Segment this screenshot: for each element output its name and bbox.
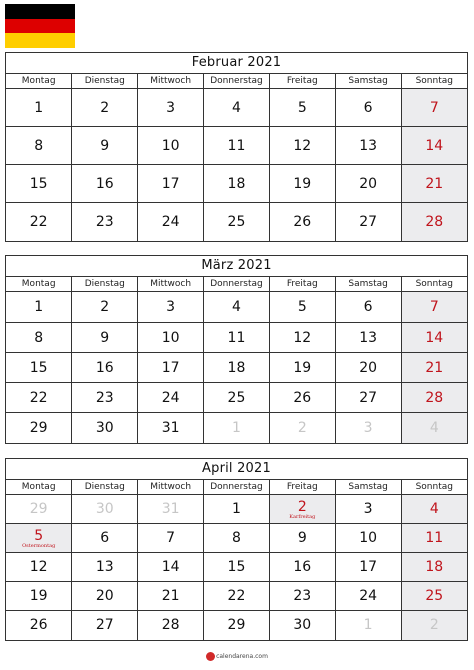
week-row: [6, 524, 467, 553]
day-cell: [138, 582, 204, 611]
day-cell: [401, 89, 467, 127]
day-number: 1: [34, 299, 44, 315]
day-cell: [138, 353, 204, 383]
day-cell: [269, 611, 335, 640]
day-cell: [401, 127, 467, 165]
week-row: [6, 611, 467, 640]
day-cell: [138, 165, 204, 203]
day-cell: [204, 353, 270, 383]
day-number: 22: [29, 213, 48, 230]
day-number: 13: [359, 329, 378, 346]
calendar-april: [5, 458, 468, 641]
day-cell: [401, 292, 467, 323]
day-cell: [72, 323, 138, 353]
weekday-header: Freitag: [269, 480, 335, 495]
day-cell: [401, 553, 467, 582]
day-cell: [335, 89, 401, 127]
holiday-label: Ostermontag: [22, 542, 56, 549]
day-number: 10: [161, 329, 180, 346]
day-number: 6: [363, 99, 373, 116]
day-cell: [72, 292, 138, 323]
weekday-header: Dienstag: [72, 74, 138, 89]
day-number: 12: [29, 559, 48, 575]
day-cell: [204, 553, 270, 582]
day-number: 2: [100, 299, 110, 315]
day-number: 28: [161, 617, 180, 634]
day-number: 24: [359, 588, 378, 604]
day-number: 30: [95, 501, 114, 517]
month-grid: [6, 480, 467, 640]
day-cell: [138, 127, 204, 165]
day-cell: [401, 383, 467, 413]
day-number: 15: [29, 359, 48, 376]
day-cell: [72, 383, 138, 413]
day-cell: [401, 165, 467, 203]
week-row: [6, 89, 467, 127]
day-number: 8: [231, 530, 241, 546]
day-number: 19: [293, 175, 312, 192]
day-cell: [335, 323, 401, 353]
weekday-header: Samstag: [335, 277, 401, 292]
day-cell: [335, 413, 401, 443]
day-number: 8: [34, 137, 44, 154]
footer-text: calendarena.com: [216, 653, 268, 660]
day-number: 14: [425, 137, 444, 154]
day-cell: [335, 203, 401, 241]
day-number: 21: [161, 588, 180, 604]
weekday-header: Mittwoch: [138, 480, 204, 495]
day-number: 3: [363, 501, 373, 517]
weekday-header: Mittwoch: [138, 277, 204, 292]
day-number: 2: [429, 617, 439, 634]
day-number: 9: [297, 530, 307, 546]
day-number: 5: [34, 527, 44, 544]
day-number: 9: [100, 329, 110, 346]
day-cell: [204, 292, 270, 323]
weekday-header: Sonntag: [401, 74, 467, 89]
day-cell: [335, 292, 401, 323]
weekday-header: Donnerstag: [204, 480, 270, 495]
day-cell: [6, 165, 72, 203]
day-cell: [138, 292, 204, 323]
day-cell: [335, 582, 401, 611]
day-cell: [269, 524, 335, 553]
week-row: [6, 413, 467, 443]
day-cell: [269, 165, 335, 203]
day-cell: [204, 127, 270, 165]
day-cell: [6, 553, 72, 582]
weekday-header: Freitag: [269, 277, 335, 292]
day-cell: [401, 582, 467, 611]
weekday-header: Montag: [6, 480, 72, 495]
day-number: 17: [359, 559, 378, 575]
week-row: [6, 353, 467, 383]
day-cell: [204, 383, 270, 413]
calendar-february: [5, 52, 468, 242]
day-cell: [6, 413, 72, 443]
day-number: 30: [293, 617, 312, 634]
day-number: 7: [429, 299, 439, 315]
weekday-header: Montag: [6, 277, 72, 292]
day-number: 27: [359, 213, 378, 230]
day-number: 25: [227, 213, 246, 230]
month-title: März 2021: [6, 256, 467, 277]
day-number: 28: [425, 213, 444, 230]
day-cell: [6, 582, 72, 611]
day-cell: [72, 582, 138, 611]
day-cell: [138, 611, 204, 640]
day-cell: [72, 127, 138, 165]
day-cell: [269, 127, 335, 165]
day-cell: [138, 323, 204, 353]
day-cell: [72, 89, 138, 127]
day-cell: [204, 611, 270, 640]
day-number: 5: [297, 299, 307, 315]
week-row: [6, 495, 467, 524]
day-number: 14: [425, 329, 444, 346]
day-number: 10: [359, 530, 378, 546]
week-row: [6, 292, 467, 323]
day-cell: [6, 89, 72, 127]
day-cell: [204, 495, 270, 524]
day-number: 2: [100, 99, 110, 116]
day-number: 1: [231, 419, 241, 436]
day-cell: [269, 203, 335, 241]
day-cell: [138, 413, 204, 443]
day-number: 3: [166, 299, 176, 315]
weekday-header: Mittwoch: [138, 74, 204, 89]
day-number: 27: [359, 389, 378, 406]
day-number: 19: [29, 588, 48, 604]
day-cell: [335, 495, 401, 524]
month-grid: [6, 277, 467, 443]
weekday-header: Donnerstag: [204, 74, 270, 89]
day-number: 26: [293, 213, 312, 230]
day-number: 16: [95, 359, 114, 376]
day-number: 13: [359, 137, 378, 154]
weekday-header: Sonntag: [401, 480, 467, 495]
day-number: 28: [425, 389, 444, 406]
day-cell: [72, 611, 138, 640]
weekday-header: Freitag: [269, 74, 335, 89]
day-number: 31: [161, 501, 180, 517]
day-cell: [401, 611, 467, 640]
day-cell: [269, 292, 335, 323]
day-number: 11: [227, 329, 246, 346]
day-number: 10: [161, 137, 180, 154]
day-number: 13: [95, 559, 114, 575]
day-cell: [72, 495, 138, 524]
day-cell: [6, 292, 72, 323]
calendarena-logo-icon: [206, 652, 215, 661]
day-cell: [138, 203, 204, 241]
day-number: 3: [166, 99, 176, 116]
day-number: 18: [425, 559, 444, 575]
day-number: 17: [161, 175, 180, 192]
day-cell: [204, 524, 270, 553]
day-number: 23: [293, 588, 312, 604]
day-cell: [269, 553, 335, 582]
day-cell: [401, 323, 467, 353]
day-number: 30: [95, 419, 114, 436]
day-cell: [72, 353, 138, 383]
day-number: 12: [293, 137, 312, 154]
day-number: 11: [425, 530, 444, 546]
day-cell: [6, 203, 72, 241]
day-number: 4: [429, 419, 439, 436]
weekday-header: Donnerstag: [204, 277, 270, 292]
day-number: 25: [425, 588, 444, 604]
day-cell: [204, 413, 270, 443]
day-cell: [335, 524, 401, 553]
day-number: 15: [227, 559, 246, 575]
flag-stripe-gold: [5, 33, 75, 48]
day-number: 26: [293, 389, 312, 406]
day-cell: [269, 582, 335, 611]
day-cell: [401, 413, 467, 443]
day-number: 8: [34, 329, 44, 346]
weekday-header: Dienstag: [72, 480, 138, 495]
day-number: 6: [100, 530, 110, 546]
day-cell: [72, 203, 138, 241]
day-number: 1: [34, 99, 44, 116]
day-number: 23: [95, 389, 114, 406]
month-grid: [6, 74, 467, 241]
day-number: 26: [29, 617, 48, 634]
day-number: 6: [363, 299, 373, 315]
day-number: 24: [161, 389, 180, 406]
day-number: 19: [293, 359, 312, 376]
day-cell: [138, 89, 204, 127]
day-cell: [204, 89, 270, 127]
week-row: [6, 582, 467, 611]
flag-stripe-black: [5, 4, 75, 19]
day-cell: [335, 383, 401, 413]
day-cell: [335, 127, 401, 165]
week-row: [6, 165, 467, 203]
day-number: 16: [95, 175, 114, 192]
day-cell: [6, 323, 72, 353]
day-cell: [138, 524, 204, 553]
day-number: 7: [429, 99, 439, 116]
day-cell: [401, 524, 467, 553]
day-cell: [138, 553, 204, 582]
day-number: 3: [363, 419, 373, 436]
day-cell: [6, 353, 72, 383]
day-number: 25: [227, 389, 246, 406]
week-row: [6, 553, 467, 582]
day-number: 24: [161, 213, 180, 230]
day-number: 1: [363, 617, 373, 634]
day-number: 20: [359, 175, 378, 192]
day-number: 15: [29, 175, 48, 192]
day-cell: [72, 553, 138, 582]
germany-flag: [5, 4, 75, 48]
weekday-header: Samstag: [335, 74, 401, 89]
week-row: [6, 383, 467, 413]
day-cell: [6, 524, 72, 553]
day-number: 2: [297, 498, 307, 515]
day-number: 9: [100, 137, 110, 154]
day-cell: [401, 203, 467, 241]
footer-brand: [0, 652, 474, 661]
day-cell: [72, 413, 138, 443]
day-number: 5: [297, 99, 307, 116]
day-number: 20: [359, 359, 378, 376]
day-cell: [138, 495, 204, 524]
holiday-label: Karfreitag: [289, 513, 316, 520]
week-row: [6, 127, 467, 165]
day-number: 21: [425, 175, 444, 192]
day-cell: [269, 89, 335, 127]
day-number: 29: [29, 419, 48, 436]
day-cell: [269, 353, 335, 383]
day-cell: [401, 495, 467, 524]
day-cell: [6, 495, 72, 524]
day-cell: [72, 165, 138, 203]
day-cell: [6, 611, 72, 640]
day-number: 12: [293, 329, 312, 346]
weekday-header: Montag: [6, 74, 72, 89]
week-row: [6, 203, 467, 241]
flag-stripe-red: [5, 19, 75, 34]
calendar-march: [5, 255, 468, 444]
day-cell: [204, 203, 270, 241]
day-number: 14: [161, 559, 180, 575]
day-cell: [335, 165, 401, 203]
day-cell: [6, 383, 72, 413]
day-number: 20: [95, 588, 114, 604]
day-number: 18: [227, 175, 246, 192]
day-number: 1: [231, 501, 241, 517]
day-number: 4: [231, 299, 241, 315]
day-cell: [269, 495, 335, 524]
day-number: 4: [231, 99, 241, 116]
day-number: 23: [95, 213, 114, 230]
day-number: 31: [161, 419, 180, 436]
day-cell: [269, 323, 335, 353]
day-cell: [204, 165, 270, 203]
day-number: 22: [227, 588, 246, 604]
month-title: Februar 2021: [6, 53, 467, 74]
day-number: 22: [29, 389, 48, 406]
day-number: 29: [227, 617, 246, 634]
day-cell: [335, 611, 401, 640]
weekday-header: Sonntag: [401, 277, 467, 292]
day-number: 29: [29, 501, 48, 517]
day-number: 4: [429, 501, 439, 517]
weekday-header: Samstag: [335, 480, 401, 495]
day-number: 7: [166, 530, 176, 546]
weekday-header: Dienstag: [72, 277, 138, 292]
day-number: 2: [297, 419, 307, 436]
day-cell: [401, 353, 467, 383]
day-cell: [204, 323, 270, 353]
day-cell: [335, 353, 401, 383]
day-number: 27: [95, 617, 114, 634]
day-cell: [72, 524, 138, 553]
day-cell: [335, 553, 401, 582]
day-cell: [269, 383, 335, 413]
day-cell: [138, 383, 204, 413]
day-cell: [204, 582, 270, 611]
day-number: 18: [227, 359, 246, 376]
day-number: 11: [227, 137, 246, 154]
day-cell: [269, 413, 335, 443]
day-number: 17: [161, 359, 180, 376]
week-row: [6, 323, 467, 353]
day-number: 16: [293, 559, 312, 575]
day-cell: [6, 127, 72, 165]
day-number: 21: [425, 359, 444, 376]
month-title: April 2021: [6, 459, 467, 480]
